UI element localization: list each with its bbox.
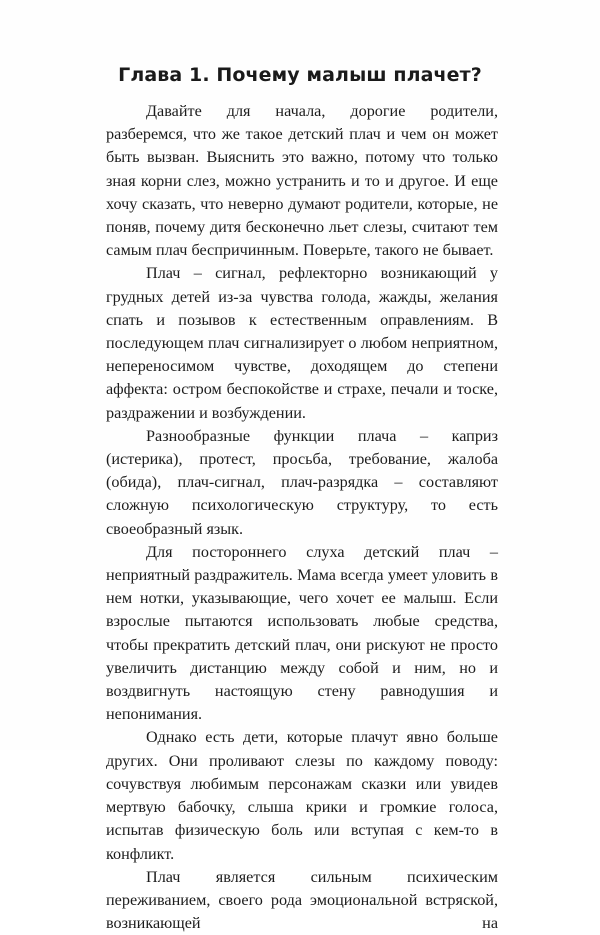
chapter-title: Глава 1. Почему малыш плачет? — [118, 64, 482, 86]
paragraph: Плач – сигнал, рефлекторно возникающий у грудных детей из-за чувства голода, жажды, желания спать и позывов к естественным оправлениям. В последующем плач сигнализирует о любом неприятном, непереносимом чувстве, доходящем до степени аффекта: остром беспокойстве и страхе, печали и тоске, раздражении и возбуждении. — [106, 264, 498, 422]
paragraph: Для постороннего слуха детский плач – неприятный раздражитель. Мама всегда умеет уловить в нем нотки, указывающие, чего хочет ее малыш. Если взрослые пытаются использовать любые средства, чтобы прекратить детский плач, они рискуют не просто увеличить дистанцию между собой и ним, но и воздвигнуть настоящую стену равнодушия и непонимания. — [106, 542, 498, 724]
paragraph: Однако есть дети, которые плачут явно больше других. Они проливают слезы по каждому поводу: сочувствуя любимым персонажам сказки или увидев мертвую бабочку, слыша крики и громкие голоса, испытав физическую боль или вступая с кем-то в конфликт. — [106, 728, 498, 863]
paragraph: Давайте для начала, дорогие родители, разберемся, что же такое детский плач и чем он может быть вызван. Выяснить это важно, потому что только зная корни слез, можно устранить и то и другое. И еще хочу сказать, что неверно думают родители, которые, не поняв, почему дитя бесконечно льет слезы, считают тем самым плач беспричинным. Поверьте, такого не бывает. — [106, 102, 498, 260]
paragraph: Плач является сильным психическим переживанием, своего рода эмоциональной встряской, возникающей на — [106, 867, 498, 933]
paragraph: Разнообразные функции плача – каприз (истерика), протест, просьба, требование, жалоба (обида), плач-сигнал, плач-разрядка – составляют сложную психологическую структуру, то есть своеобразный язык. — [106, 426, 498, 538]
chapter-body — [106, 100, 498, 935]
